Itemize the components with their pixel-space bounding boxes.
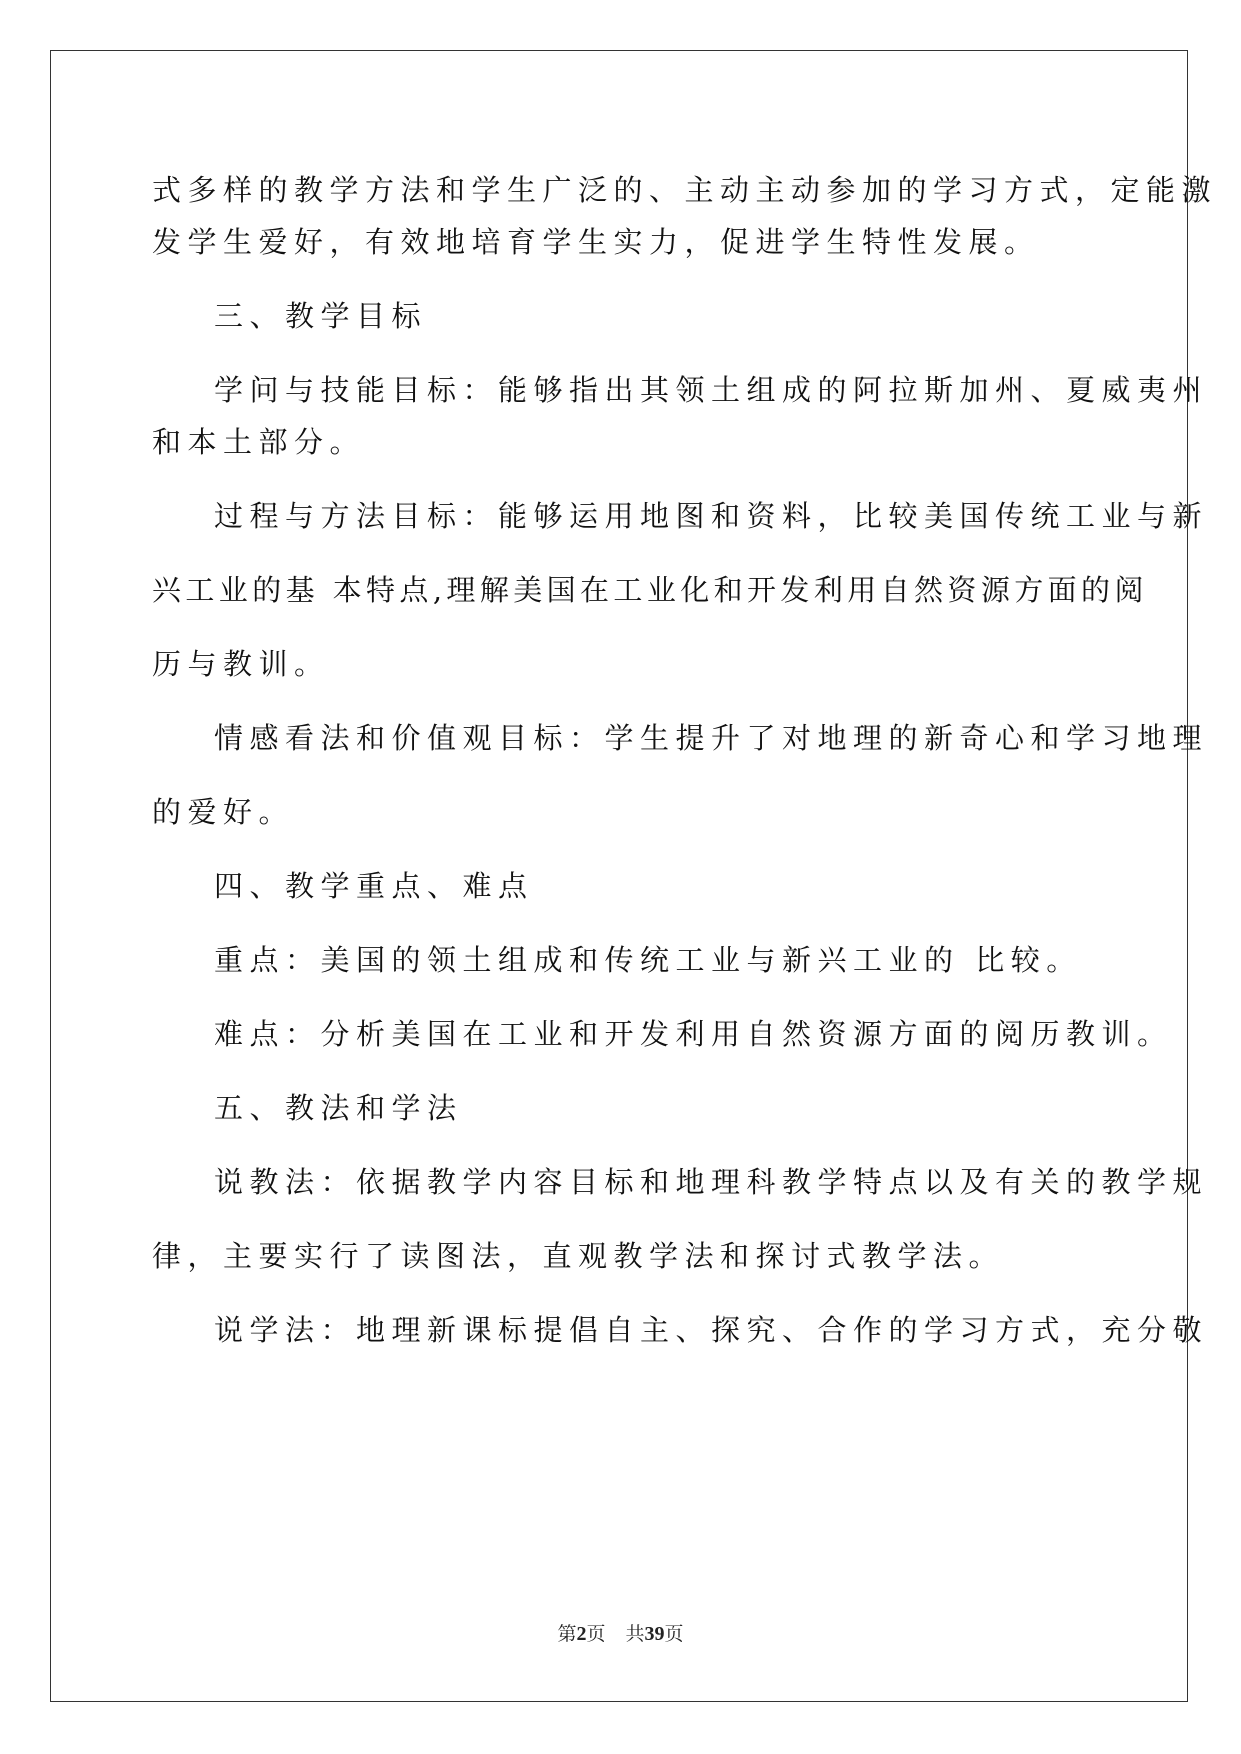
page-footer — [0, 1622, 1241, 1646]
footer-total-suffix: 页 — [664, 1623, 684, 1645]
text-line: 发学生爱好，有效地培育学生实力，促进学生特性发展。 — [152, 225, 1040, 259]
total-pages: 39 — [644, 1623, 665, 1645]
section-heading: 四、教学重点、难点 — [214, 869, 534, 903]
text-line: 重点：美国的领土组成和传统工业与新兴工业的 比较。 — [214, 943, 1082, 977]
text-line: 式多样的教学方法和学生广泛的、主动主动参加的学习方式，定能激 — [152, 173, 1218, 207]
text-line: 难点：分析美国在工业和开发利用自然资源方面的阅历教训。 — [214, 1017, 1173, 1051]
text-line: 说学法：地理新课标提倡自主、探究、合作的学习方式，充分敬 — [214, 1313, 1209, 1347]
page-number: 2 — [576, 1623, 587, 1645]
text-line: 和本土部分。 — [152, 425, 366, 459]
footer-page-suffix: 页 — [586, 1623, 606, 1645]
text-line: 情感看法和价值观目标：学生提升了对地理的新奇心和学习地理 — [214, 721, 1209, 755]
section-heading: 五、教法和学法 — [214, 1091, 463, 1125]
footer-prefix: 第 — [557, 1623, 577, 1645]
text-line: 过程与方法目标：能够运用地图和资料，比较美国传统工业与新 — [214, 499, 1209, 533]
text-line: 历与教训。 — [152, 647, 330, 681]
footer-total-prefix: 共 — [625, 1623, 645, 1645]
text-line: 兴工业的基 本特点,理解美国在工业化和开发利用自然资源方面的阅 — [152, 573, 1148, 607]
text-line: 律，主要实行了读图法，直观教学法和探讨式教学法。 — [152, 1239, 1005, 1273]
text-line: 学问与技能目标：能够指出其领土组成的阿拉斯加州、夏威夷州 — [214, 373, 1209, 407]
text-line: 说教法：依据教学内容目标和地理科教学特点以及有关的教学规 — [214, 1165, 1209, 1199]
section-heading: 三、教学目标 — [214, 299, 428, 333]
text-line: 的爱好。 — [152, 795, 295, 829]
